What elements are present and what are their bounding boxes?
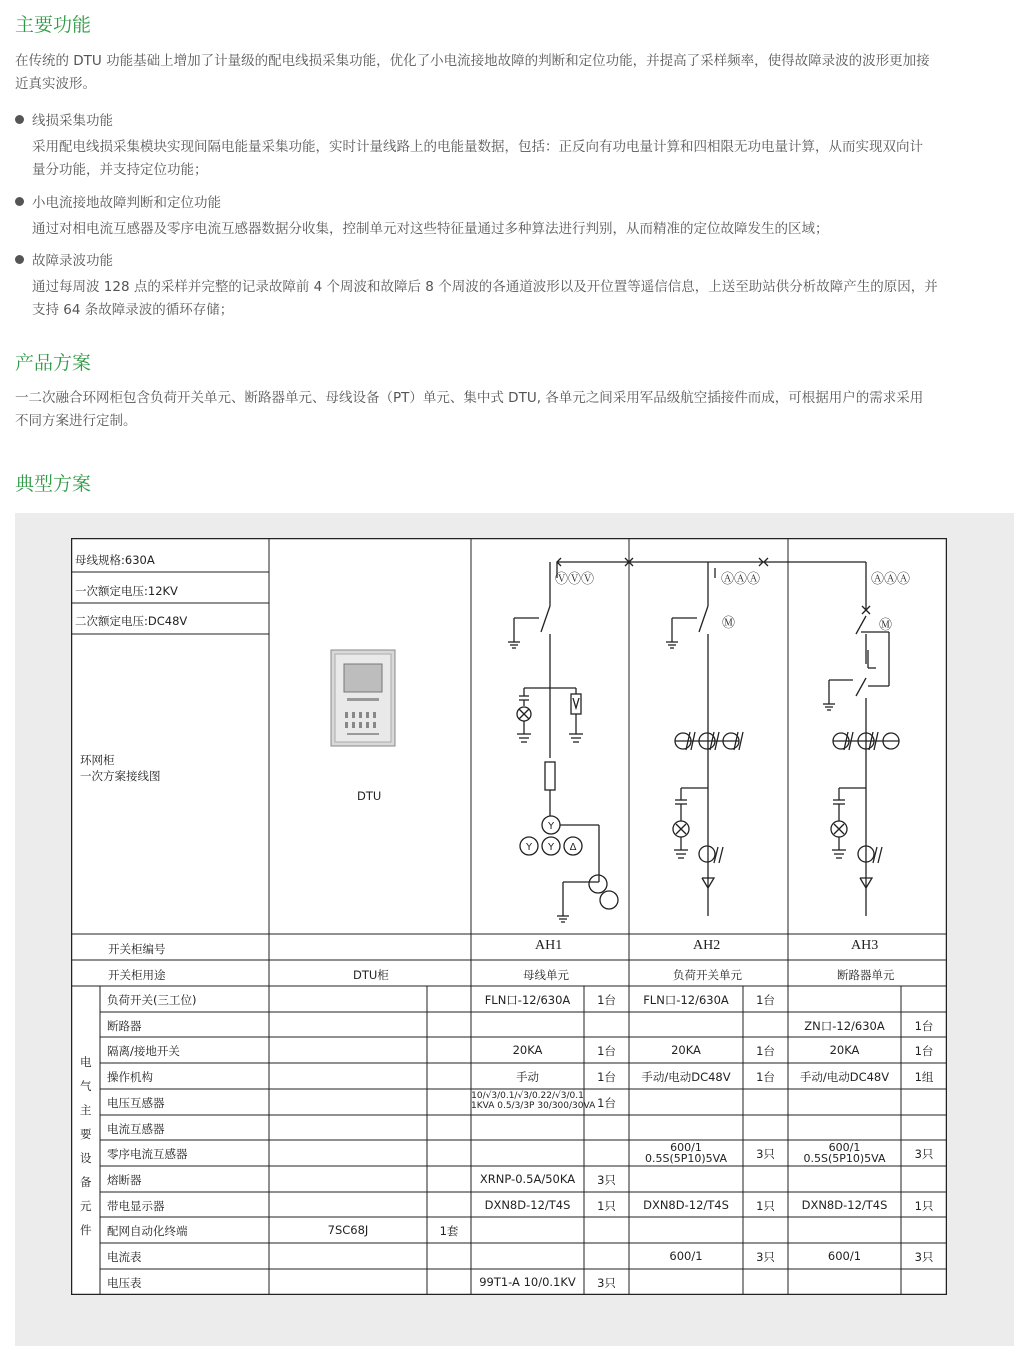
side-label-char: 元 [80,1199,92,1213]
bullet-fault-location-text: 通过对相电流互感器及零序电流互感器数据分收集，控制单元对这些特征量通过多种算法进行判别，从而精准的定位故障发生的区域； [32,221,829,237]
side-label-char: 设 [80,1151,92,1165]
bullet-title: 小电流接地故障判断和定位功能 [32,195,221,211]
row-label-cabinet-no: 开关柜编号 [108,942,166,956]
equipment-name: 零序电流互感器 [107,1147,188,1161]
equipment-cell-a3: ZN口-12/630A [804,1019,885,1033]
equipment-name: 电流表 [107,1250,142,1264]
motor-icon: Ⓜ [722,616,736,631]
equipment-cell-q2: 3只 [756,1147,775,1161]
scheme-table [71,538,947,1295]
cabinet-ah2: AH2 [693,938,721,953]
use-ah3: 断路器单元 [837,968,895,982]
voltmeter-icon: ⓋⓋⓋ [555,572,595,587]
equipment-cell-q1: 3只 [597,1276,616,1290]
equipment-cell-q3: 1台 [914,1019,934,1033]
equipment-cell-q1: 1台 [597,1070,616,1084]
equipment-cell-a3: DXN8D-12/T4S [801,1198,888,1212]
equipment-name: 负荷开关(三工位) [107,993,197,1007]
equipment-cell-a3: 600/1 [827,1249,862,1263]
equipment-name: 断路器 [107,1019,142,1033]
equipment-cell-q3: 1台 [914,1044,934,1058]
equipment-cell-a3: 20KA [829,1043,860,1057]
section-title-main-functions: 主要功能 [15,14,92,36]
spec-primary-voltage: 一次额定电压:12KV [75,584,178,598]
spec-bus: 母线规格:630A [75,553,155,567]
equipment-cell-a1: 10/√3/0.1/√3/0.22/√3/0.1 1KVA 0.5/3/3P 30/300/30VA [471,1091,596,1111]
bullet-dot-icon [15,255,24,264]
bullet-line-loss-text-1: 采用配电线损采集模块实现间隔电能量采集功能，实时计量线路上的电能量数据，包括：正反向有功电量计算和四相限无功电量计算，从而实现双向计 [32,139,923,155]
motor-icon: Ⓜ [879,618,893,633]
equipment-cell-q1: 1台 [597,993,616,1007]
side-label-char: 气 [80,1079,92,1093]
equipment-name: 操作机构 [107,1070,153,1084]
intro-line-2: 近真实波形。 [15,76,96,92]
equipment-cell-a1: 99T1-A 10/0.1KV [479,1275,576,1289]
wye-symbol-label: Y [547,821,555,832]
equipment-cell-dq: 1套 [439,1224,459,1238]
use-ah1: 母线单元 [523,968,569,982]
bullet-dot-icon [15,115,24,124]
side-label-char: 备 [80,1175,92,1189]
equipment-cell-q2: 1台 [756,993,775,1007]
cabinet-ah1: AH1 [535,938,563,953]
equipment-cell-a1: XRNP-0.5A/50KA [479,1172,576,1186]
bullet-fault-recording-text-2: 支持 64 条故障录波的循环存储； [32,302,234,318]
equipment-cell-a1: 20KA [512,1043,543,1057]
equipment-cell-a2: 20KA [671,1043,701,1057]
equipment-name: 电压互感器 [107,1096,165,1110]
equipment-cell-a1: 手动 [516,1070,539,1084]
bullet-dot-icon [15,197,24,206]
equipment-cell-a2: 手动/电动DC48V [641,1070,731,1084]
equipment-cell-a1: DXN8D-12/T4S [484,1198,571,1212]
equipment-cell-q2: 3只 [756,1250,775,1264]
equipment-cell-q2: 1只 [756,1199,775,1213]
bullet-title: 故障录波功能 [32,253,113,269]
equipment-name: 电压表 [107,1276,142,1290]
bullet-line-loss [15,109,113,129]
side-label-char: 主 [80,1103,92,1117]
wye-symbol-label: Y [525,842,533,853]
side-label-char: 电 [80,1055,92,1069]
equipment-cell-a2: DXN8D-12/T4S [643,1198,729,1212]
use-dtu: DTU柜 [353,968,389,982]
section-title-product-plan: 产品方案 [15,352,92,374]
equipment-name: 带电显示器 [107,1199,165,1213]
ammeter-icon: ⒶⒶⒶ [871,572,911,587]
equipment-cell-q1: 1台 [597,1044,616,1058]
equipment-cell-dtu: 7SC68J [327,1223,369,1237]
delta-symbol-label: Δ [569,842,577,853]
equipment-cell-a2: 600/1 [669,1249,703,1263]
equipment-cell-a2: 600/1 0.5S(5P10)5VA [644,1141,728,1165]
equipment-cell-a3: 手动/电动DC48V [799,1070,890,1084]
bullet-title: 线损采集功能 [32,113,113,129]
equipment-cell-q2: 1台 [756,1044,775,1058]
bullet-fault-recording-text-1: 通过每周波 128 点的采样并完整的记录故障前 4 个周波和故障后 8 个周波的各通道波形以及开位置等遥信信息，上送至助站供分析故障产生的原因，并 [32,279,938,295]
dtu-label: DTU [357,789,382,803]
bullet-fault-recording [15,249,113,269]
ammeter-icon: ⒶⒶⒶ [721,572,761,587]
product-plan-line-1: 一二次融合环网柜包含负荷开关单元、断路器单元、母线设备（PT）单元、集中式 DTU, 各单元之间采用军品级航空插接件而成，可根据用户的需求采用 [15,390,924,406]
dtu-device-image [331,650,395,746]
bullet-line-loss-text-2: 量分功能，并支持定位功能； [32,162,208,178]
side-label-char: 要 [80,1127,92,1141]
equipment-name: 配网自动化终端 [107,1224,188,1238]
equipment-name: 隔离/接地开关 [107,1044,180,1058]
equipment-cell-q1: 1只 [597,1199,616,1213]
side-label-char: 件 [80,1223,92,1237]
section-title-typical-plan: 典型方案 [15,473,92,495]
equipment-cell-a3: 600/1 0.5S(5P10)5VA [803,1141,886,1165]
equipment-cell-a2: FLN口-12/630A [643,993,729,1007]
intro-line-1: 在传统的 DTU 功能基础上增加了计量级的配电线损采集功能，优化了小电流接地故障的判断和定位功能，并提高了采样频率，使得故障录波的波形更加接 [15,53,930,69]
use-ah2: 负荷开关单元 [673,968,742,982]
bullet-fault-location [15,191,221,211]
cabinet-ah3: AH3 [851,938,879,953]
equipment-cell-q3: 3只 [914,1147,934,1161]
single-line-diagram [508,558,899,922]
equipment-name: 熔断器 [107,1173,142,1187]
equipment-cell-a1: FLN口-12/630A [484,993,571,1007]
equipment-cell-q2: 1台 [756,1070,775,1084]
wye-symbol-label: Y [547,842,555,853]
diagram-label-line-1: 环网柜 [80,753,115,767]
product-plan-line-2: 不同方案进行定制。 [15,413,137,429]
equipment-cell-q3: 1只 [914,1199,934,1213]
spec-secondary-voltage: 二次额定电压:DC48V [75,614,188,628]
equipment-cell-q3: 3只 [914,1250,934,1264]
equipment-cell-q1: 3只 [597,1173,616,1187]
equipment-cell-q3: 1组 [914,1070,934,1084]
row-label-cabinet-use: 开关柜用途 [108,968,166,982]
equipment-cell-q1: 1台 [597,1096,616,1110]
diagram-label-line-2: 一次方案接线图 [80,769,161,783]
equipment-name: 电流互感器 [107,1122,165,1136]
